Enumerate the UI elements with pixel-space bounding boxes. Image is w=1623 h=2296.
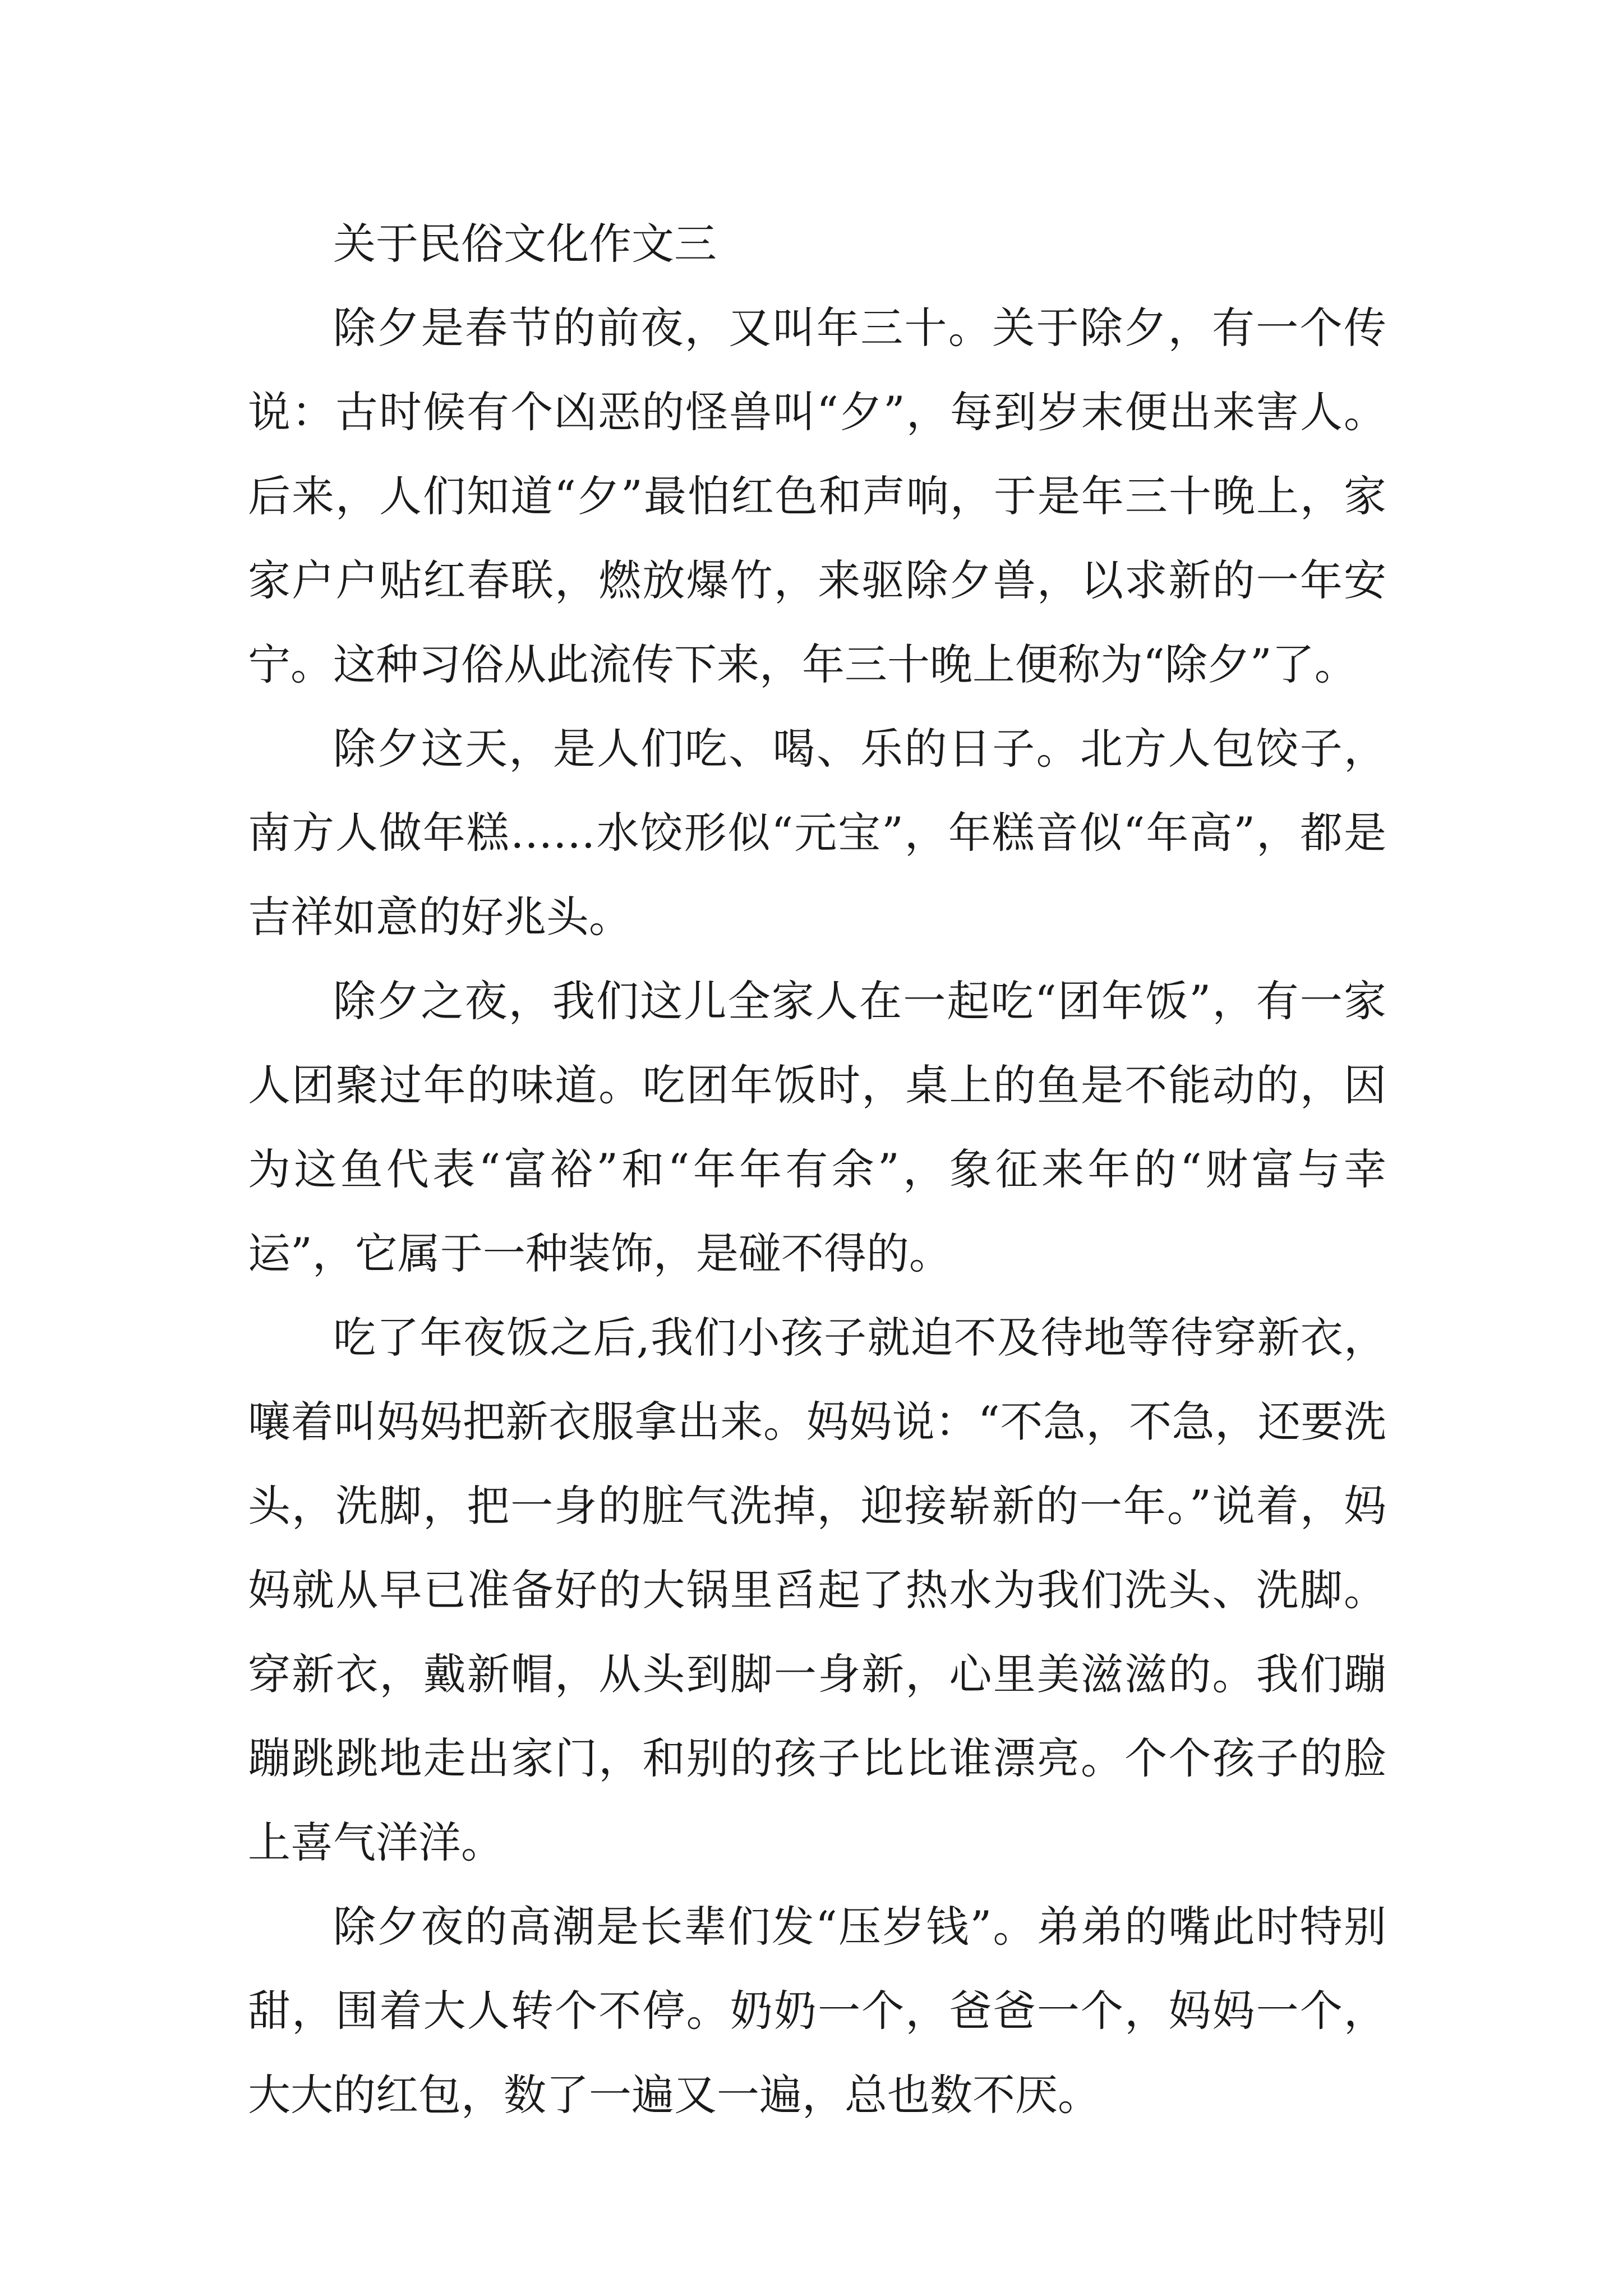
essay-title: 关于民俗文化作文三 bbox=[333, 219, 717, 269]
paragraph-red-envelopes: 除夕夜的高潮是长辈们发“压岁钱”。弟弟的嘴此时特别甜，围着大人转个不停。奶奶一个，爸爸一个，妈妈一个，大大的红包，数了一遍又一遍，总也数不厌。 bbox=[248, 1902, 1386, 2120]
essay-body bbox=[248, 202, 1386, 2137]
paragraph-eve-food: 除夕这天，是人们吃、喝、乐的日子。北方人包饺子，南方人做年糕……水饺形似“元宝”，年糕音似“年高”，都是吉祥如意的好兆头。 bbox=[248, 724, 1386, 942]
paragraph-reunion-dinner: 除夕之夜，我们这儿全家人在一起吃“团年饭”，有一家人团聚过年的味道。吃团年饭时，桌上的鱼是不能动的，因为这鱼代表“富裕”和“年年有余”，象征来年的“财富与幸运”，它属于一种装饰，是碰不得的。 bbox=[248, 976, 1386, 1278]
paragraph-new-clothes: 吃了年夜饭之后,我们小孩子就迫不及待地等待穿新衣，嚷着叫妈妈把新衣服拿出来。妈妈说：“不急，不急，还要洗头，洗脚，把一身的脏气洗掉，迎接崭新的一年。”说着，妈妈就从早已准备好的大锅里舀起了热水为我们洗头、洗脚。穿新衣，戴新帽，从头到脚一身新，心里美滋滋的。我们蹦蹦跳跳地走出家门，和别的孩子比比谁漂亮。个个孩子的脸上喜气洋洋。 bbox=[248, 1313, 1386, 1867]
paragraph-legend-of-nian: 除夕是春节的前夜，又叫年三十。关于除夕，有一个传说：古时候有个凶恶的怪兽叫“夕”，每到岁末便出来害人。后来，人们知道“夕”最怕红色和声响，于是年三十晚上，家家户户贴红春联，燃放爆竹，来驱除夕兽，以求新的一年安宁。这种习俗从此流传下来，年三十晚上便称为“除夕”了。 bbox=[248, 303, 1386, 689]
